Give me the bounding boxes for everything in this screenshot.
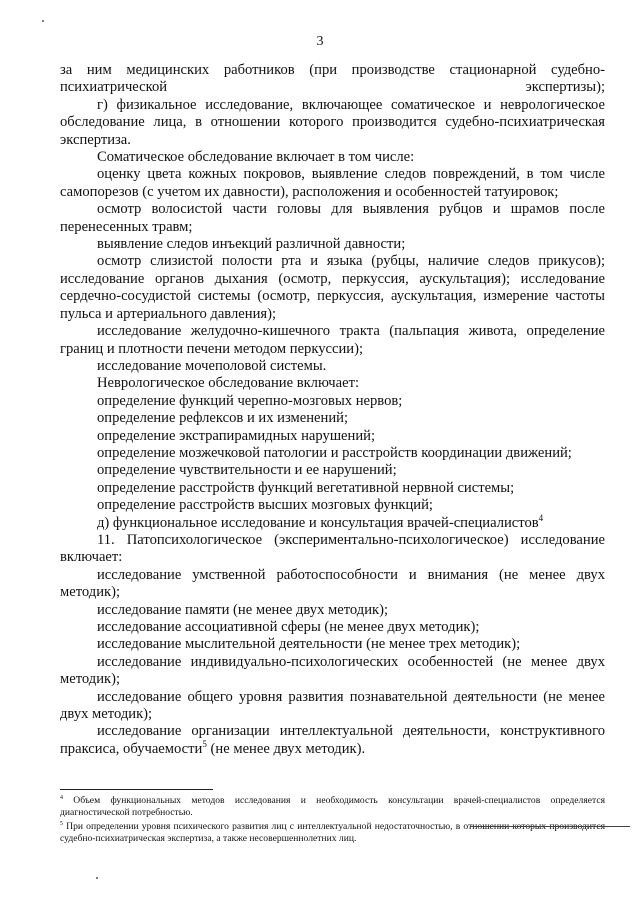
footnote-text: Объем функциональных методов исследования и необходимость консультации врачей-специалистов определяется диагностической потребностью. [60,795,605,818]
scan-strike-line [470,826,630,827]
footnote-mark: 4 [60,794,63,801]
paragraph: оценку цвета кожных покровов, выявление следов повреждений, в том числе самопорезов (с учетом их давности), расположения и особенностей татуировок; [60,166,605,200]
paragraph: за ним медицинских работников (при производстве стационарной судебно-психиатрической экспертизы); [60,62,605,96]
paragraph: выявление следов инъекций различной давности; [97,236,406,253]
paragraph: определение расстройств высших мозговых функций; [97,497,433,514]
body-text [60,62,605,758]
footnote [60,795,605,819]
paragraph: определение функций черепно-мозговых нервов; [97,392,403,409]
footnote-separator [60,789,213,790]
paragraph-with-footnote [60,723,605,758]
scan-speck [96,877,98,879]
footnotes [60,795,605,847]
paragraph: исследование мыслительной деятельности (не менее трех методик); [97,636,521,653]
paragraph: исследование общего уровня развития познавательной деятельности (не менее двух методик); [60,688,605,723]
paragraph: исследование ассоциативной сферы (не менее двух методик); [97,619,480,635]
paragraph: определение экстрапирамидных нарушений; [97,427,376,444]
footnote-mark: 5 [60,820,63,827]
paragraph: исследование индивидуально-психологических особенностей (не менее двух методик); [60,653,605,688]
paragraph: 11. Патопсихологическое (экспериментально-психологическое) исследование включает: [60,531,605,566]
page-number: 3 [316,34,324,49]
paragraph-text: д) функциональное исследование и консультация врачей-специалистов [97,514,539,531]
footnote [60,821,605,845]
paragraph: г) физикальное исследование, включающее соматическое и неврологическое обследование лица, в отношении которого производится судебно-психиатрическая экспертиза. [60,96,605,148]
paragraph-text: исследование организации интеллектуальной деятельности, конструктивного праксиса, обучаемости [60,723,605,757]
paragraph: исследование желудочно-кишечного тракта (пальпация живота, определение границ и плотности печени методом перкуссии); [60,323,605,357]
footnote-ref[interactable]: 5 [202,738,207,749]
paragraph: определение расстройств функций вегетативной нервной системы; [97,479,515,496]
paragraph-text: (не менее двух методик). [206,740,366,757]
paragraph: исследование памяти (не менее двух методик); [97,601,389,618]
paragraph: Неврологическое обследование включает: [97,375,360,392]
paragraph: осмотр волосистой части головы для выявления рубцов и шрамов после перенесенных травм; [60,201,605,235]
footnote-text: При определении уровня психического развития лиц с интеллектуальной недостаточностью, в отношении которых производится судебно-психиатрическая экспертиза, а также несовершеннолетних лиц. [60,821,605,844]
paragraph: определение чувствительности и ее нарушений; [97,462,397,479]
paragraph: определение мозжечковой патологии и расстройств координации движений; [97,444,572,461]
paragraph: исследование мочеполовой системы. [97,357,327,374]
paragraph: осмотр слизистой полости рта и языка (рубцы, наличие следов прикусов); исследование органов дыхания (осмотр, перкуссия, аускультация); исследование сердечно-сосудистой системы (осмотр, перкуссия, аускультация, измерение частоты пульса и артериального давления); [60,253,605,322]
footnote-ref[interactable]: 4 [538,512,544,523]
scan-speck [42,20,44,22]
paragraph: определение рефлексов и их изменений; [97,410,349,427]
paragraph-with-footnote [60,512,605,532]
paragraph: исследование умственной работоспособности и внимания (не менее двух методик); [60,566,605,601]
paragraph: Соматическое обследование включает в том числе: [97,149,415,166]
